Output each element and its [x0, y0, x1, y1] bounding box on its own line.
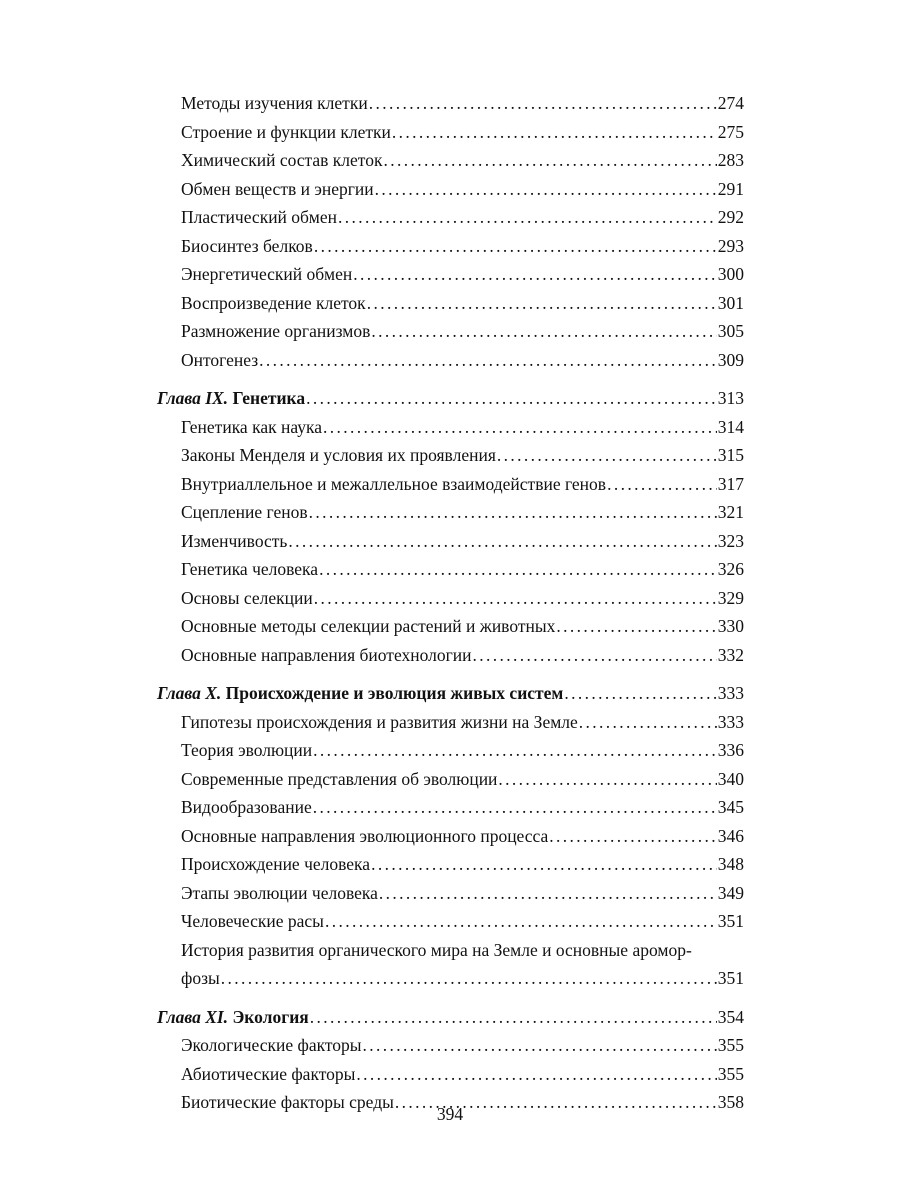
- entry-page: 349: [717, 882, 744, 903]
- dot-leader: [369, 89, 717, 118]
- entry-title: Энергетический обмен: [181, 264, 353, 284]
- dot-leader: [579, 708, 717, 737]
- entry-page: 309: [717, 349, 744, 370]
- toc-entry[interactable]: [157, 641, 744, 670]
- entry-page: 315: [717, 445, 744, 465]
- toc-entry[interactable]: [157, 612, 744, 641]
- toc-entry[interactable]: [157, 289, 744, 318]
- toc-entry[interactable]: [157, 584, 744, 613]
- chapter-label: Глава X.: [157, 683, 222, 703]
- toc-entry[interactable]: [157, 850, 744, 879]
- entry-page: 274: [717, 93, 744, 113]
- dot-leader: [313, 736, 717, 765]
- entry-page: 355: [717, 1035, 744, 1055]
- toc-entry[interactable]: [157, 736, 744, 765]
- page-number: 394: [436, 1104, 464, 1124]
- dot-leader: [314, 232, 717, 261]
- dot-leader: [323, 413, 717, 442]
- toc-entry[interactable]: [157, 203, 744, 232]
- entry-page: 345: [717, 797, 744, 817]
- dot-leader: [497, 441, 717, 470]
- entry-title: Внутриаллельное и межаллельное взаимодействие генов: [181, 473, 607, 494]
- entry-title: Размножение организмов: [181, 321, 371, 341]
- dot-leader: [259, 346, 717, 375]
- chapter-label: Глава IX.: [157, 388, 229, 408]
- entry-title: Пластический обмен: [181, 207, 337, 227]
- entry-title: Обмен веществ и энергии: [181, 178, 374, 199]
- dot-leader: [288, 527, 716, 556]
- toc-entry[interactable]: [157, 527, 744, 556]
- entry-title: Биотические факторы среды: [181, 1092, 394, 1112]
- table-of-contents: [157, 89, 744, 1117]
- toc-entry[interactable]: [157, 879, 744, 908]
- entry-title: Сцепление генов: [181, 502, 308, 522]
- entry-page: 329: [717, 587, 744, 608]
- toc-entry[interactable]: [157, 175, 744, 204]
- chapter-label: Глава XI.: [157, 1006, 229, 1027]
- dot-leader: [309, 498, 717, 527]
- entry-page: 346: [717, 825, 744, 846]
- toc-entry[interactable]: [157, 765, 744, 794]
- entry-title: Этапы эволюции человека: [181, 882, 378, 903]
- entry-title: Строение и функции клетки: [181, 121, 391, 142]
- dot-leader: [319, 555, 717, 584]
- entry-page: 351: [717, 968, 744, 988]
- entry-page: 323: [717, 530, 744, 551]
- dot-leader: [473, 641, 717, 670]
- entry-page: 305: [717, 321, 744, 341]
- toc-entry[interactable]: [157, 1031, 744, 1060]
- toc-entry[interactable]: [157, 89, 744, 118]
- toc-entry[interactable]: [157, 413, 744, 442]
- entry-title: Основные направления биотехнологии: [181, 644, 472, 665]
- dot-leader: [313, 793, 717, 822]
- entry-page: 321: [717, 502, 744, 522]
- dot-leader: [338, 203, 717, 232]
- toc-entry[interactable]: [157, 317, 744, 346]
- entry-title: Химический состав клеток: [181, 150, 383, 170]
- entry-page: 351: [717, 911, 744, 931]
- entry-title: Воспроизведение клеток: [181, 292, 366, 313]
- entry-page: 332: [717, 644, 744, 665]
- chapter-page: 354: [717, 1006, 744, 1027]
- dot-leader: [392, 118, 717, 147]
- chapter-heading[interactable]: [157, 1003, 744, 1032]
- entry-page: 293: [717, 235, 744, 256]
- chapter-title: [157, 384, 305, 413]
- dot-leader: [556, 612, 716, 641]
- entry-title: Человеческие расы: [181, 911, 324, 931]
- chapter-page: 313: [717, 388, 744, 408]
- dot-leader: [310, 1003, 717, 1032]
- toc-entry[interactable]: [157, 146, 744, 175]
- entry-page: 348: [717, 854, 744, 874]
- dot-leader: [564, 679, 716, 708]
- dot-leader: [498, 765, 716, 794]
- toc-entry[interactable]: [157, 555, 744, 584]
- entry-title: Основные направления эволюционного процесса: [181, 825, 549, 846]
- dot-leader: [375, 175, 717, 204]
- toc-entry[interactable]: [157, 708, 744, 737]
- chapter-name: Происхождение и эволюция живых систем: [225, 683, 564, 703]
- dot-leader: [325, 907, 717, 936]
- entry-title: Генетика как наука: [181, 416, 322, 437]
- chapter-heading[interactable]: [157, 679, 744, 708]
- entry-page: 340: [717, 768, 744, 789]
- toc-entry[interactable]: [157, 1060, 744, 1089]
- entry-title: Основы селекции: [181, 587, 313, 608]
- entry-title: Абиотические факторы: [181, 1063, 356, 1084]
- entry-title: Биосинтез белков: [181, 235, 313, 256]
- toc-entry[interactable]: [157, 260, 744, 289]
- entry-title: Гипотезы происхождения и развития жизни на Земле: [181, 711, 578, 732]
- dot-leader: [549, 822, 716, 851]
- toc-section-chapter-10: [157, 679, 744, 993]
- chapter-page: 333: [717, 683, 744, 703]
- entry-page: 358: [717, 1092, 744, 1112]
- entry-title: Законы Менделя и условия их проявления: [181, 445, 496, 465]
- dot-leader: [363, 1031, 717, 1060]
- entry-page: 292: [717, 207, 744, 227]
- entry-page: 300: [717, 264, 744, 284]
- entry-title: Генетика человека: [181, 559, 319, 579]
- entry-title: фозы: [181, 968, 220, 988]
- chapter-heading[interactable]: [157, 384, 744, 413]
- dot-leader: [371, 850, 717, 879]
- entry-title: Экологические факторы: [181, 1035, 362, 1055]
- chapter-name: Экология: [232, 1006, 309, 1027]
- toc-entry-wrapped-line[interactable]: История развития органического мира на Земле и основные аромор-: [181, 939, 692, 960]
- entry-page: 283: [717, 150, 744, 170]
- dot-leader: [356, 1060, 716, 1089]
- entry-title: Видообразование: [181, 797, 312, 817]
- dot-leader: [306, 384, 717, 413]
- entry-page: 355: [717, 1063, 744, 1084]
- dot-leader: [371, 317, 716, 346]
- entry-page: 291: [717, 178, 744, 199]
- entry-title: Основные методы селекции растений и животных: [181, 616, 556, 636]
- toc-entry[interactable]: [157, 498, 744, 527]
- entry-title: Онтогенез: [181, 349, 259, 370]
- entry-title: Теория эволюции: [181, 740, 313, 760]
- dot-leader: [367, 289, 717, 318]
- toc-entry[interactable]: [157, 822, 744, 851]
- dot-leader: [383, 146, 716, 175]
- entry-page: 314: [717, 416, 744, 437]
- chapter-title: [157, 1003, 309, 1032]
- entry-page: 330: [717, 616, 744, 636]
- toc-entry[interactable]: [157, 232, 744, 261]
- dot-leader: [314, 584, 717, 613]
- chapter-title: [157, 679, 563, 708]
- dot-leader: [379, 879, 717, 908]
- toc-entry[interactable]: [157, 907, 744, 936]
- entry-title: Изменчивость: [181, 530, 288, 551]
- toc-entry[interactable]: [157, 793, 744, 822]
- dot-leader: [353, 260, 717, 289]
- entry-title: Методы изучения клетки: [181, 93, 368, 113]
- entry-page: 301: [717, 292, 744, 313]
- toc-entry[interactable]: [157, 964, 744, 993]
- toc-section-chapter-9: [157, 384, 744, 669]
- chapter-name: Генетика: [232, 388, 306, 408]
- toc-entry[interactable]: [157, 118, 744, 147]
- entry-page: 333: [717, 711, 744, 732]
- toc-entry[interactable]: [157, 346, 744, 375]
- toc-entry[interactable]: [157, 441, 744, 470]
- entry-page: 336: [717, 740, 744, 760]
- entry-page: 275: [717, 121, 744, 142]
- dot-leader: [221, 964, 717, 993]
- entry-title: Современные представления об эволюции: [181, 768, 498, 789]
- dot-leader: [607, 470, 717, 499]
- entry-page: 326: [717, 559, 744, 579]
- toc-section-continued: [157, 89, 744, 374]
- toc-entry[interactable]: [157, 470, 744, 499]
- entry-title: Происхождение человека: [181, 854, 371, 874]
- entry-page: 317: [717, 473, 744, 494]
